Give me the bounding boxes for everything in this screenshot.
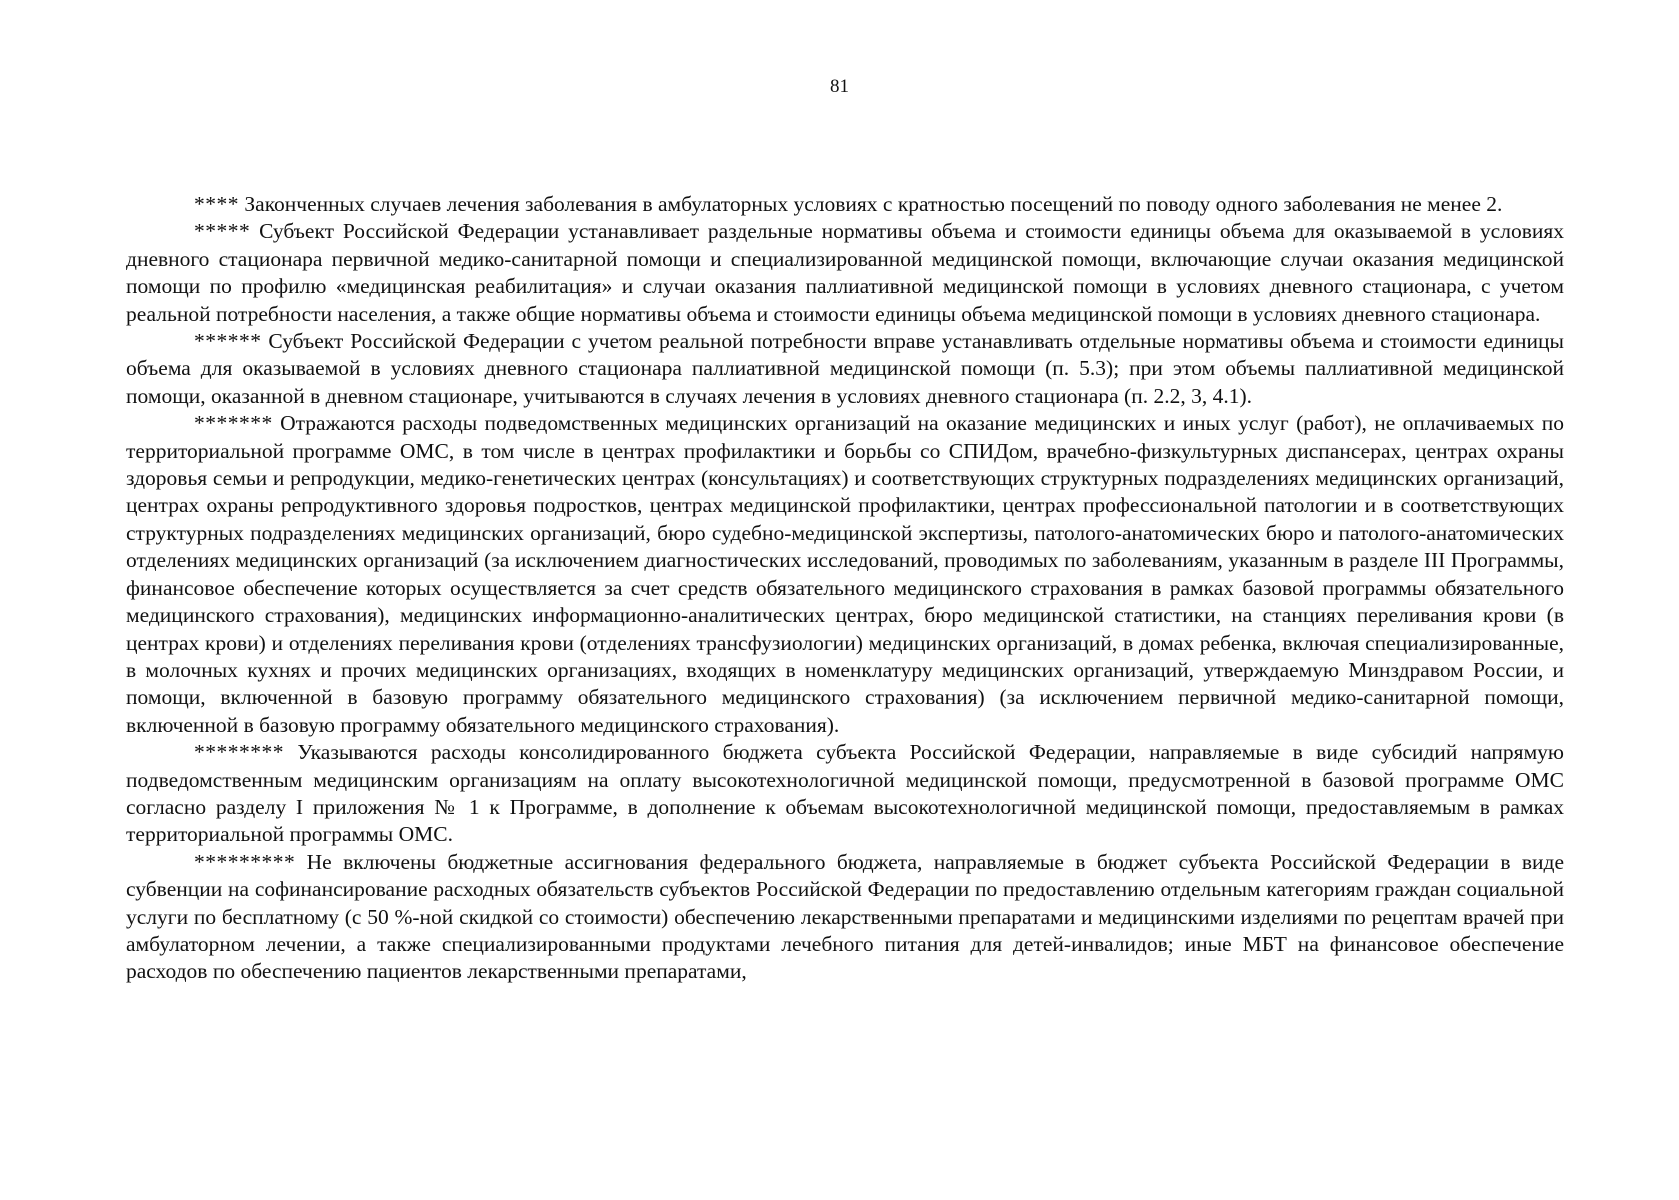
footnote-4 — [126, 191, 1564, 218]
page-number: 81 — [830, 76, 849, 97]
footnote-text: Отражаются расходы подведомственных медицинских организаций на оказание медицинских и иных услуг (работ), не оплачиваемых по территориальной программе ОМС, в том числе в центрах профилактики и борьбы со СПИДом, врачебно-физкультурных диспансерах, центрах охраны здоровья семьи и репродукции, медико-генетических центрах (консультациях) и соответствующих структурных подразделениях медицинских организаций, центрах охраны репродуктивного здоровья подростков, центрах медицинской профилактики, центрах профессиональной патологии и в соответствующих структурных подразделениях медицинских организаций, бюро судебно-медицинской экспертизы, патолого-анатомических бюро и патолого-анатомических отделениях медицинских организаций (за исключением диагностических исследований, проводимых по заболеваниям, указанным в разделе III Программы, финансовое обеспечение которых осуществляется за счет средств обязательного медицинского страхования в рамках базовой программы обязательного медицинского страхования), медицинских информационно-аналитических центрах, бюро медицинской статистики, на станциях переливания крови (в центрах крови) и отделениях переливания крови (отделениях трансфузиологии) медицинских организаций, в домах ребенка, включая специализированные, в молочных кухнях и прочих медицинских организациях, входящих в номенклатуру медицинских организаций, утверждаемую Минздравом России, и помощи, включенной в базовую программу обязательного медицинского страхования) (за исключением первичной медико-санитарной помощи, включенной в базовую программу обязательного медицинского страхования). — [126, 411, 1564, 737]
footnotes — [126, 191, 1564, 986]
footnote-5 — [126, 218, 1564, 328]
footnote-mark: ********* — [194, 849, 296, 874]
footnote-6 — [126, 328, 1564, 410]
footnote-9 — [126, 849, 1564, 986]
footnote-8 — [126, 739, 1564, 849]
footnote-mark: ******* — [194, 411, 273, 436]
footnote-text: Указываются расходы консолидированного бюджета субъекта Российской Федерации, направляемые в виде субсидий напрямую подведомственным медицинским организациям на оплату высокотехнологичной медицинской помощи, предусмотренной в базовой программе ОМС согласно разделу I приложения № 1 к Программе, в дополнение к объемам высокотехнологичной медицинской помощи, предоставляемым в рамках территориальной программы ОМС. — [126, 740, 1564, 847]
footnote-text: Не включены бюджетные ассигнования федерального бюджета, направляемые в бюджет субъекта Российской Федерации в виде субвенции на софинансирование расходных обязательств субъектов Российской Федерации по предоставлению отдельным категориям граждан социальной услуги по бесплатному (с 50 %-ной скидкой со стоимости) обеспечению лекарственными препаратами и медицинскими изделиями по рецептам врачей при амбулаторном лечении, а также специализированными продуктами лечебного питания для детей-инвалидов; иные МБТ на финансовое обеспечение расходов по обеспечению пациентов лекарственными препаратами, — [126, 849, 1565, 984]
footnote-7 — [126, 410, 1564, 739]
footnote-text: Субъект Российской Федерации с учетом реальной потребности вправе устанавливать отдельные нормативы объема и стоимости единицы объема для оказываемой в условиях дневного стационара паллиативной медицинской помощи (п. 5.3); при этом объемы паллиативной медицинской помощи, оказанной в дневном стационаре, учитываются в случаях лечения в условиях дневного стационара (п. 2.2, 3, 4.1). — [126, 329, 1564, 408]
footnote-mark: **** — [194, 192, 239, 216]
footnote-mark: ***** — [194, 219, 251, 244]
footnote-mark: ****** — [194, 329, 262, 354]
footnote-text: Законченных случаев лечения заболевания в амбулаторных условиях с кратностью посещений по поводу одного заболевания не менее 2. — [244, 192, 1503, 216]
footnote-text: Субъект Российской Федерации устанавливает раздельные нормативы объема и стоимости единицы объема для оказываемой в условиях дневного стационара первичной медико-санитарной помощи и специализированной медицинской помощи, включающие случаи оказания медицинской помощи по профилю «медицинская реабилитация» и случаи оказания паллиативной медицинской помощи в условиях дневного стационара, с учетом реальной потребности населения, а также общие нормативы объема и стоимости единицы объема медицинской помощи в условиях дневного стационара. — [126, 219, 1565, 326]
footnote-mark: ******** — [194, 740, 284, 765]
